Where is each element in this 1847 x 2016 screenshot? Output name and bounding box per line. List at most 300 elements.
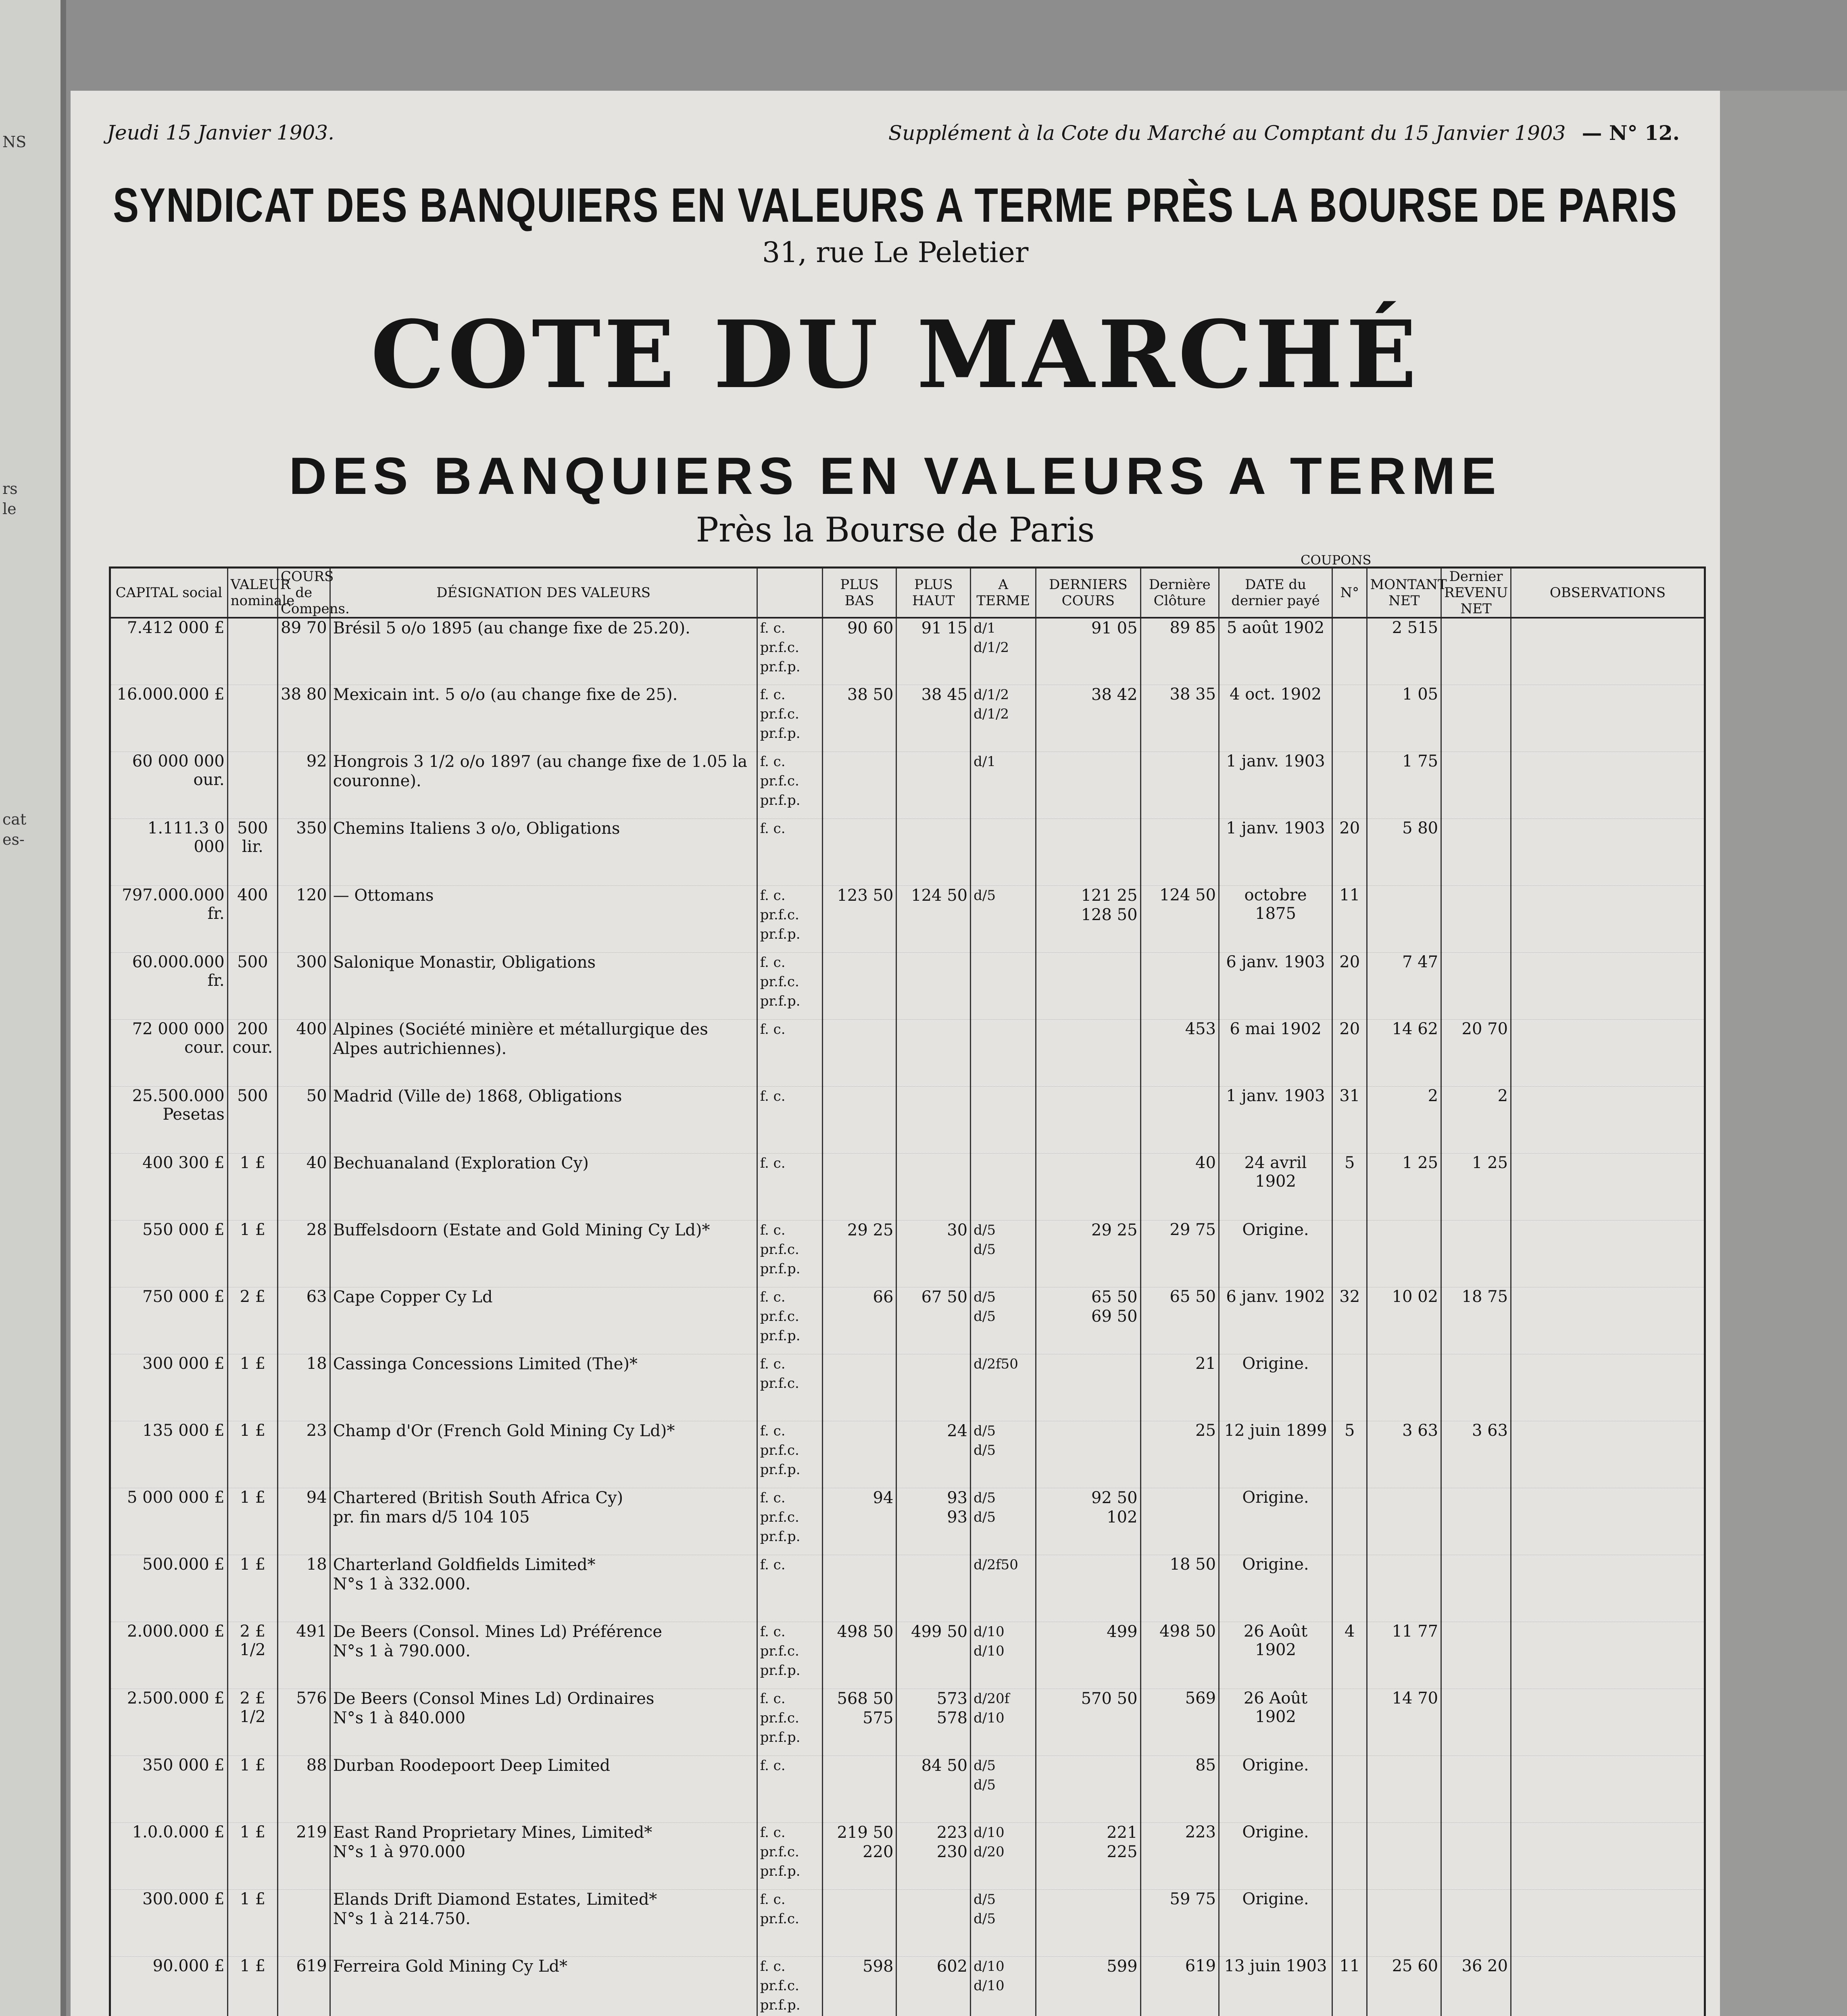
issue-date: Jeudi 15 Janvier 1903.: [107, 121, 335, 144]
cell-cloture: 21: [1140, 1354, 1219, 1421]
cell-capital: 25.500.000 Pesetas: [110, 1086, 228, 1153]
cell-valeur: 500 lir.: [227, 818, 277, 885]
cell-cours: 491: [278, 1622, 330, 1689]
cell-designation: Madrid (Ville de) 1868, Obligations: [330, 1086, 757, 1153]
cell-revenu: [1441, 1555, 1511, 1622]
cell-valeur: 1 £: [227, 1153, 277, 1220]
table-row: [110, 1287, 1705, 1354]
cell-designation: Hongrois 3 1/2 o/o 1897 (au change fixe de 1.05 la couronne).: [330, 752, 757, 818]
table-row: [110, 1421, 1705, 1488]
table-row: [110, 1153, 1705, 1220]
cell-cours: 94: [278, 1488, 330, 1555]
cell-bas: [822, 1354, 896, 1421]
cell-markers: f. c. pr.f.c. pr.f.p.: [757, 1956, 822, 2016]
cell-primes: d/10 d/20: [971, 1822, 1036, 1889]
cell-date: octobre 1875: [1219, 885, 1332, 952]
cell-date: 1 janv. 1903: [1219, 752, 1332, 818]
cell-haut: 67 50: [896, 1287, 971, 1354]
cell-bas: [822, 1421, 896, 1488]
cell-capital: 2.500.000 £: [110, 1689, 228, 1756]
cell-derniers: [1036, 1421, 1140, 1488]
cell-markers: f. c. pr.f.c. pr.f.p.: [757, 952, 822, 1019]
cell-valeur: 1 £: [227, 1220, 277, 1287]
masthead-title: COTE DU MARCHÉ: [371, 300, 1420, 409]
adjacent-fragment: es-: [2, 831, 25, 848]
cell-cloture: [1140, 952, 1219, 1019]
cell-derniers: 65 50 69 50: [1036, 1287, 1140, 1354]
cell-no: [1332, 685, 1367, 752]
cell-designation: Bechuanaland (Exploration Cy): [330, 1153, 757, 1220]
cell-valeur: 1 £: [227, 1956, 277, 2016]
cell-revenu: 3 63: [1441, 1421, 1511, 1488]
cell-obs: [1511, 1889, 1705, 1956]
syndicate-address: 31, rue Le Peletier: [762, 236, 1029, 269]
cell-derniers: [1036, 1889, 1140, 1956]
cell-bas: [822, 1019, 896, 1086]
cell-obs: [1511, 1822, 1705, 1889]
cell-bas: 90 60: [822, 618, 896, 685]
coupons-label: COUPONS: [1301, 552, 1372, 568]
cell-primes: [971, 952, 1036, 1019]
cell-obs: [1511, 1153, 1705, 1220]
col-montant: MONTANT NET: [1367, 568, 1441, 618]
cell-obs: [1511, 1756, 1705, 1822]
cell-markers: f. c. pr.f.c. pr.f.p.: [757, 1622, 822, 1689]
cell-primes: d/2f50: [971, 1354, 1036, 1421]
cell-montant: [1367, 1822, 1441, 1889]
cell-no: 31: [1332, 1086, 1367, 1153]
cell-haut: 84 50: [896, 1756, 971, 1822]
cell-cours: 400: [278, 1019, 330, 1086]
cell-cours: 92: [278, 752, 330, 818]
cell-date: 1 janv. 1903: [1219, 818, 1332, 885]
cell-date: 26 Août 1902: [1219, 1622, 1332, 1689]
cell-revenu: [1441, 952, 1511, 1019]
cell-obs: [1511, 885, 1705, 952]
cell-haut: 573 578: [896, 1689, 971, 1756]
cell-date: Origine.: [1219, 1220, 1332, 1287]
cell-date: 6 janv. 1903: [1219, 952, 1332, 1019]
cell-markers: f. c. pr.f.c. pr.f.p.: [757, 1488, 822, 1555]
table-row: [110, 1019, 1705, 1086]
cell-derniers: 38 42: [1036, 685, 1140, 752]
cell-revenu: [1441, 752, 1511, 818]
cell-designation: Champ d'Or (French Gold Mining Cy Ld)*: [330, 1421, 757, 1488]
cell-valeur: 1 £: [227, 1421, 277, 1488]
cell-cloture: 18 50: [1140, 1555, 1219, 1622]
cell-designation: Ferreira Gold Mining Cy Ld*: [330, 1956, 757, 2016]
cell-obs: [1511, 1689, 1705, 1756]
cell-capital: 90.000 £: [110, 1956, 228, 2016]
cell-derniers: [1036, 1086, 1140, 1153]
cell-bas: [822, 1756, 896, 1822]
cell-obs: [1511, 1622, 1705, 1689]
cell-obs: [1511, 1220, 1705, 1287]
cell-designation: Buffelsdoorn (Estate and Gold Mining Cy Ld)*: [330, 1220, 757, 1287]
cell-revenu: [1441, 1622, 1511, 1689]
table-row: [110, 1354, 1705, 1421]
cell-date: 24 avril 1902: [1219, 1153, 1332, 1220]
cell-capital: 350 000 £: [110, 1756, 228, 1822]
cell-capital: 60.000.000 fr.: [110, 952, 228, 1019]
cell-derniers: [1036, 1354, 1140, 1421]
cell-designation: Cape Copper Cy Ld: [330, 1287, 757, 1354]
cell-no: [1332, 1889, 1367, 1956]
cell-markers: f. c. pr.f.c.: [757, 1889, 822, 1956]
table-row: [110, 818, 1705, 885]
cell-derniers: 221 225: [1036, 1822, 1140, 1889]
cell-haut: 124 50: [896, 885, 971, 952]
cell-valeur: 400: [227, 885, 277, 952]
cell-cours: 619: [278, 1956, 330, 2016]
cell-cours: 350: [278, 818, 330, 885]
cell-haut: [896, 1555, 971, 1622]
col-plus-haut: PLUS HAUT: [896, 568, 971, 618]
cell-valeur: 500: [227, 952, 277, 1019]
cell-revenu: [1441, 1354, 1511, 1421]
cell-primes: [971, 1153, 1036, 1220]
cell-date: Origine.: [1219, 1555, 1332, 1622]
quotation-table: [109, 566, 1706, 2016]
cell-no: 32: [1332, 1287, 1367, 1354]
cell-capital: 400 300 £: [110, 1153, 228, 1220]
cell-primes: d/5 d/5: [971, 1220, 1036, 1287]
cell-haut: 91 15: [896, 618, 971, 685]
table-row: [110, 1822, 1705, 1889]
cell-no: 20: [1332, 818, 1367, 885]
cell-valeur: [227, 685, 277, 752]
cell-primes: [971, 1086, 1036, 1153]
cell-valeur: 1 £: [227, 1756, 277, 1822]
cell-revenu: [1441, 1756, 1511, 1822]
cell-markers: f. c.: [757, 1019, 822, 1086]
cell-derniers: [1036, 818, 1140, 885]
cell-capital: 135 000 £: [110, 1421, 228, 1488]
cell-date: 4 oct. 1902: [1219, 685, 1332, 752]
cell-capital: 750 000 £: [110, 1287, 228, 1354]
cell-montant: 1 25: [1367, 1153, 1441, 1220]
cell-obs: [1511, 952, 1705, 1019]
cell-derniers: [1036, 1019, 1140, 1086]
masthead-place: Près la Bourse de Paris: [696, 510, 1095, 550]
syndicate-title: SYNDICAT DES BANQUIERS EN VALEURS A TERME PRÈS LA BOURSE DE PARIS: [113, 178, 1678, 233]
cell-valeur: [227, 618, 277, 685]
table-row: [110, 1622, 1705, 1689]
cell-designation: Mexicain int. 5 o/o (au change fixe de 25).: [330, 685, 757, 752]
cell-haut: 38 45: [896, 685, 971, 752]
table-row: [110, 1086, 1705, 1153]
cell-markers: f. c. pr.f.c. pr.f.p.: [757, 1287, 822, 1354]
cell-revenu: [1441, 1889, 1511, 1956]
cell-no: 11: [1332, 885, 1367, 952]
adjacent-fragment: le: [2, 500, 17, 518]
adjacent-fragment: cat: [2, 810, 27, 828]
cell-valeur: 1 £: [227, 1555, 277, 1622]
cell-no: 4: [1332, 1622, 1367, 1689]
cell-capital: 16.000.000 £: [110, 685, 228, 752]
col-markers: [757, 568, 822, 618]
cell-cours: 576: [278, 1689, 330, 1756]
cell-montant: 3 63: [1367, 1421, 1441, 1488]
cell-no: [1332, 1220, 1367, 1287]
cell-primes: d/5 d/5: [971, 1889, 1036, 1956]
cell-valeur: [227, 752, 277, 818]
cell-montant: [1367, 1889, 1441, 1956]
page-header: [107, 121, 1680, 145]
cell-cours: 219: [278, 1822, 330, 1889]
cell-capital: 1.0.0.000 £: [110, 1822, 228, 1889]
cell-date: Origine.: [1219, 1488, 1332, 1555]
cell-designation: — Ottomans: [330, 885, 757, 952]
table-row: [110, 1756, 1705, 1822]
adjacent-page-strip: [0, 0, 66, 2016]
cell-markers: f. c.: [757, 1555, 822, 1622]
cell-no: [1332, 1756, 1367, 1822]
cell-primes: d/5 d/5: [971, 1488, 1036, 1555]
cell-date: Origine.: [1219, 1889, 1332, 1956]
cell-primes: d/1 d/1/2: [971, 618, 1036, 685]
cell-markers: f. c.: [757, 1153, 822, 1220]
cell-montant: [1367, 1488, 1441, 1555]
cell-bas: 568 50 575: [822, 1689, 896, 1756]
table-header: [110, 568, 1705, 618]
cell-cloture: [1140, 1488, 1219, 1555]
cell-primes: d/2f50: [971, 1555, 1036, 1622]
cell-valeur: 1 £: [227, 1889, 277, 1956]
cell-primes: d/10 d/10: [971, 1622, 1036, 1689]
cell-haut: 223 230: [896, 1822, 971, 1889]
table-row: [110, 1689, 1705, 1756]
cell-designation: Salonique Monastir, Obligations: [330, 952, 757, 1019]
cell-cloture: 85: [1140, 1756, 1219, 1822]
cell-capital: 550 000 £: [110, 1220, 228, 1287]
cell-cours: 40: [278, 1153, 330, 1220]
cell-bas: 498 50: [822, 1622, 896, 1689]
issue-number: — N° 12.: [1582, 121, 1680, 145]
col-revenu: Dernier REVENU NET: [1441, 568, 1511, 618]
cell-obs: [1511, 1421, 1705, 1488]
cell-primes: d/1: [971, 752, 1036, 818]
cell-haut: 93 93: [896, 1488, 971, 1555]
cell-derniers: 599: [1036, 1956, 1140, 2016]
cell-capital: 300.000 £: [110, 1889, 228, 1956]
cell-cloture: 89 85: [1140, 618, 1219, 685]
cell-haut: [896, 752, 971, 818]
cell-bas: 94: [822, 1488, 896, 1555]
cell-revenu: [1441, 1220, 1511, 1287]
cell-cours: 18: [278, 1354, 330, 1421]
cell-valeur: 500: [227, 1086, 277, 1153]
cell-no: 20: [1332, 1019, 1367, 1086]
cell-obs: [1511, 1555, 1705, 1622]
cell-cloture: 29 75: [1140, 1220, 1219, 1287]
table-row: [110, 1889, 1705, 1956]
cell-no: 20: [1332, 952, 1367, 1019]
cell-obs: [1511, 1488, 1705, 1555]
cell-no: [1332, 1354, 1367, 1421]
cell-revenu: [1441, 818, 1511, 885]
cell-revenu: 1 25: [1441, 1153, 1511, 1220]
cell-montant: 14 62: [1367, 1019, 1441, 1086]
cell-revenu: [1441, 885, 1511, 952]
cell-capital: 5 000 000 £: [110, 1488, 228, 1555]
cell-valeur: 1 £: [227, 1822, 277, 1889]
cell-capital: 72 000 000 cour.: [110, 1019, 228, 1086]
adjacent-fragment: rs: [2, 480, 18, 498]
cell-cours: 120: [278, 885, 330, 952]
cell-montant: 10 02: [1367, 1287, 1441, 1354]
cell-bas: [822, 1555, 896, 1622]
cell-bas: 29 25: [822, 1220, 896, 1287]
cell-montant: 25 60: [1367, 1956, 1441, 2016]
table-row: [110, 952, 1705, 1019]
cell-markers: f. c. pr.f.c. pr.f.p.: [757, 1220, 822, 1287]
cell-primes: d/5 d/5: [971, 1287, 1036, 1354]
cell-bas: [822, 752, 896, 818]
cell-cours: 28: [278, 1220, 330, 1287]
cell-haut: 602: [896, 1956, 971, 2016]
cell-designation: Chemins Italiens 3 o/o, Obligations: [330, 818, 757, 885]
cell-revenu: [1441, 1822, 1511, 1889]
cell-montant: [1367, 885, 1441, 952]
cell-cours: 88: [278, 1756, 330, 1822]
cell-montant: 7 47: [1367, 952, 1441, 1019]
cell-montant: [1367, 1756, 1441, 1822]
cell-designation: Durban Roodepoort Deep Limited: [330, 1756, 757, 1822]
table-row: [110, 885, 1705, 952]
cell-primes: d/5 d/5: [971, 1756, 1036, 1822]
table-row: [110, 1956, 1705, 2016]
cell-valeur: 2 £: [227, 1287, 277, 1354]
cell-cours: 38 80: [278, 685, 330, 752]
cell-capital: 300 000 £: [110, 1354, 228, 1421]
background-surface: [1720, 91, 1847, 2016]
cell-haut: [896, 1889, 971, 1956]
cell-derniers: [1036, 952, 1140, 1019]
cell-capital: 1.111.3 0 000: [110, 818, 228, 885]
cell-montant: [1367, 1555, 1441, 1622]
cell-no: [1332, 752, 1367, 818]
cell-date: 6 janv. 1902: [1219, 1287, 1332, 1354]
cell-no: [1332, 1488, 1367, 1555]
cell-date: Origine.: [1219, 1756, 1332, 1822]
cell-derniers: 29 25: [1036, 1220, 1140, 1287]
cell-date: Origine.: [1219, 1354, 1332, 1421]
cell-markers: f. c.: [757, 1756, 822, 1822]
cell-markers: f. c. pr.f.c. pr.f.p.: [757, 1822, 822, 1889]
col-capital: CAPITAL social: [110, 568, 228, 618]
cell-derniers: 121 25 128 50: [1036, 885, 1140, 952]
cell-obs: [1511, 1086, 1705, 1153]
cell-bas: 38 50: [822, 685, 896, 752]
cell-date: 1 janv. 1903: [1219, 1086, 1332, 1153]
cell-primes: d/1/2 d/1/2: [971, 685, 1036, 752]
cell-haut: [896, 1354, 971, 1421]
cell-valeur: 2 £ 1/2: [227, 1622, 277, 1689]
cell-primes: d/20f d/10: [971, 1689, 1036, 1756]
col-valeur: VALEUR nominale: [227, 568, 277, 618]
cell-haut: [896, 1019, 971, 1086]
cell-bas: [822, 1153, 896, 1220]
cell-cloture: 453: [1140, 1019, 1219, 1086]
cell-obs: [1511, 752, 1705, 818]
col-derniers: DERNIERS COURS: [1036, 568, 1140, 618]
cell-cours: [278, 1889, 330, 1956]
cell-haut: [896, 818, 971, 885]
cell-no: 5: [1332, 1153, 1367, 1220]
table-row: [110, 1555, 1705, 1622]
cell-capital: 60 000 000 our.: [110, 752, 228, 818]
cell-cloture: 59 75: [1140, 1889, 1219, 1956]
cell-cours: 50: [278, 1086, 330, 1153]
cell-bas: [822, 1086, 896, 1153]
cell-designation: Alpines (Société minière et métallurgique des Alpes autrichiennes).: [330, 1019, 757, 1086]
supplement-line: [888, 121, 1680, 145]
supplement-text: Supplément à la Cote du Marché au Comptant du 15 Janvier 1903: [888, 121, 1566, 145]
cell-cloture: 25: [1140, 1421, 1219, 1488]
cell-designation: Brésil 5 o/o 1895 (au change fixe de 25.20).: [330, 618, 757, 685]
col-date: DATE du dernier payé: [1219, 568, 1332, 618]
cell-bas: [822, 952, 896, 1019]
cell-date: 6 mai 1902: [1219, 1019, 1332, 1086]
masthead-subtitle: DES BANQUIERS EN VALEURS A TERME: [289, 446, 1502, 505]
cell-revenu: [1441, 1488, 1511, 1555]
cell-designation: Cassinga Concessions Limited (The)*: [330, 1354, 757, 1421]
cell-obs: [1511, 618, 1705, 685]
cell-derniers: 92 50 102: [1036, 1488, 1140, 1555]
col-designation: DÉSIGNATION DES VALEURS: [330, 568, 757, 618]
cell-capital: 797.000.000 fr.: [110, 885, 228, 952]
cell-bas: [822, 1889, 896, 1956]
cell-bas: 123 50: [822, 885, 896, 952]
cell-capital: 500.000 £: [110, 1555, 228, 1622]
cell-derniers: [1036, 1756, 1140, 1822]
cell-valeur: 1 £: [227, 1354, 277, 1421]
cell-date: 13 juin 1903: [1219, 1956, 1332, 2016]
cell-designation: Elands Drift Diamond Estates, Limited* N°s 1 à 214.750.: [330, 1889, 757, 1956]
cell-cours: 18: [278, 1555, 330, 1622]
cell-markers: f. c. pr.f.c. pr.f.p.: [757, 1421, 822, 1488]
cell-no: [1332, 1555, 1367, 1622]
cell-date: Origine.: [1219, 1822, 1332, 1889]
cell-cloture: 124 50: [1140, 885, 1219, 952]
cell-valeur: 200 cour.: [227, 1019, 277, 1086]
cell-designation: Chartered (British South Africa Cy) pr. fin mars d/5 104 105: [330, 1488, 757, 1555]
cell-no: [1332, 1689, 1367, 1756]
cell-revenu: 2: [1441, 1086, 1511, 1153]
cell-designation: De Beers (Consol Mines Ld) Ordinaires N°s 1 à 840.000: [330, 1689, 757, 1756]
cell-cloture: [1140, 1086, 1219, 1153]
cell-haut: [896, 1153, 971, 1220]
cell-markers: f. c. pr.f.c.: [757, 1354, 822, 1421]
cell-derniers: [1036, 752, 1140, 818]
cell-montant: 14 70: [1367, 1689, 1441, 1756]
cell-montant: 1 75: [1367, 752, 1441, 818]
cell-obs: [1511, 818, 1705, 885]
cell-haut: 499 50: [896, 1622, 971, 1689]
cell-derniers: 499: [1036, 1622, 1140, 1689]
cell-date: 12 juin 1899: [1219, 1421, 1332, 1488]
cell-primes: [971, 818, 1036, 885]
cell-designation: Charterland Goldfields Limited* N°s 1 à 332.000.: [330, 1555, 757, 1622]
cell-cloture: 619: [1140, 1956, 1219, 2016]
cell-derniers: 570 50: [1036, 1689, 1140, 1756]
cell-haut: 30: [896, 1220, 971, 1287]
cell-markers: f. c.: [757, 818, 822, 885]
cell-haut: [896, 952, 971, 1019]
newspaper-page: [71, 91, 1720, 2016]
cell-cloture: [1140, 818, 1219, 885]
